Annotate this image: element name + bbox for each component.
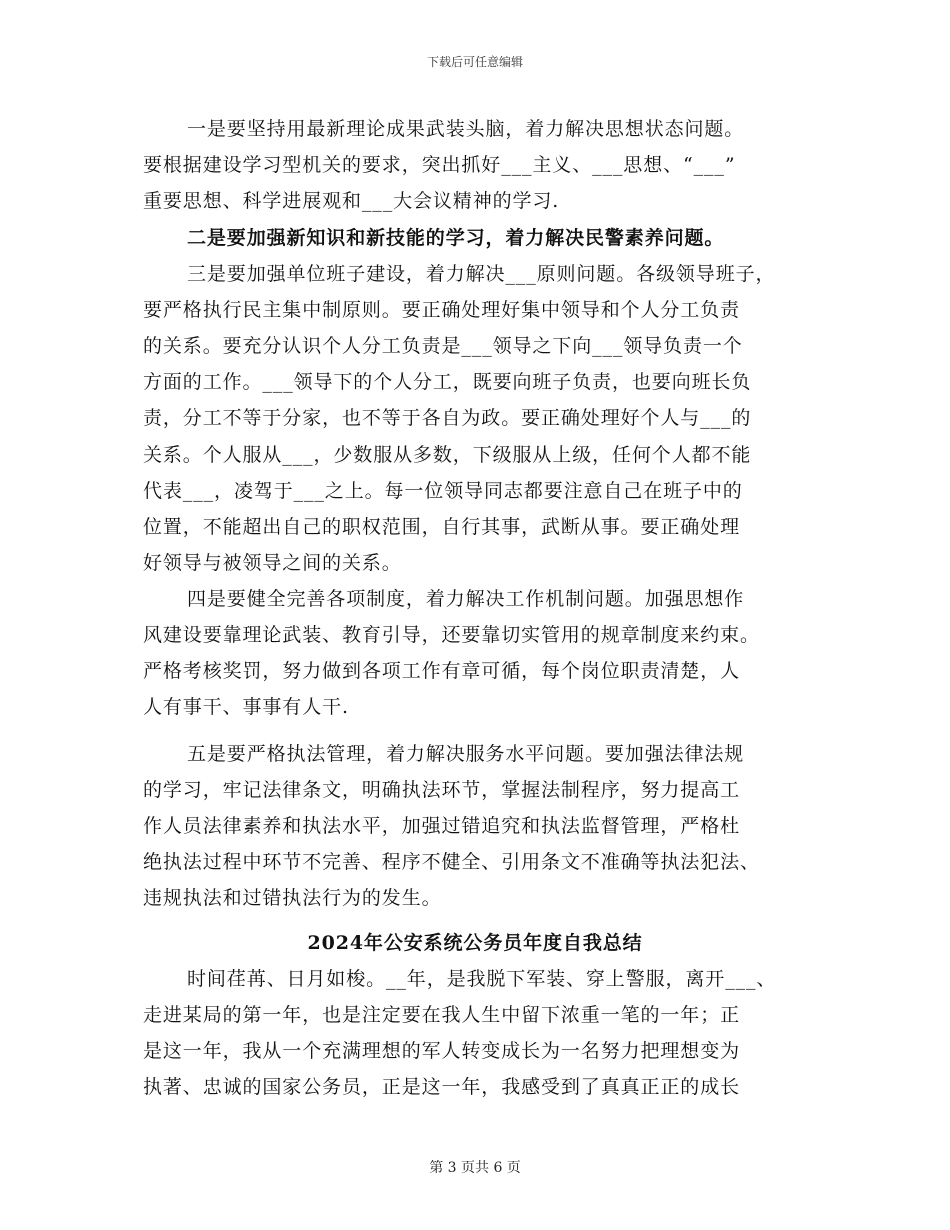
paragraph-line: 绝执法过程中环节不完善、程序不健全、引用条文不准确等执法犯法、 — [143, 851, 760, 873]
paragraph-line: 人有事干、事事有人干. — [143, 696, 349, 718]
paragraph-line: 是这一年，我从一个充满理想的军人转变成长为一名努力把理想变为 — [143, 1040, 741, 1062]
paragraph-line: 要根据建设学习型机关的要求，突出抓好___主义、___思想、“___” — [143, 154, 736, 176]
section-title: 2024年公安系统公务员年度自我总结 — [307, 932, 643, 954]
page-header: 下载后可任意编辑 — [426, 55, 523, 69]
paragraph-line: 关系。个人服从___，少数服从多数，下级服从上级，任何个人都不能 — [143, 444, 752, 466]
paragraph-line: 重要思想、科学进展观和___大会议精神的学习. — [143, 190, 560, 212]
paragraph-line: 走进某局的第一年，也是注定要在我人生中留下浓重一笔的一年；正 — [143, 1004, 741, 1026]
paragraph-line: 的学习，牢记法律条文，明确执法环节，掌握法制程序，努力提高工 — [143, 779, 741, 801]
paragraph-line: 一是要坚持用最新理论成果武装头脑，着力解决思想状态问题。 — [187, 118, 745, 140]
paragraph-line: 时间荏苒、日月如梭。__年，是我脱下军装、穿上警服，离开___、 — [187, 968, 777, 990]
paragraph-line: 好领导与被领导之间的关系。 — [143, 552, 402, 574]
paragraph-line: 三是要加强单位班子建设，着力解决___原则问题。各级领导班子， — [187, 263, 776, 285]
paragraph-line: 四是要健全完善各项制度，着力解决工作机制问题。加强思想作 — [187, 588, 745, 610]
paragraph-line: 风建设要靠理论武装、教育引导，还要靠切实管用的规章制度来约束。 — [143, 624, 760, 646]
paragraph-line: 的关系。要充分认识个人分工负责是___领导之下向___领导负责一个 — [143, 335, 743, 357]
paragraph-line: 代表___，凌驾于___之上。每一位领导同志都要注意自己在班子中的 — [143, 480, 743, 502]
paragraph-line: 五是要严格执法管理，着力解决服务水平问题。要加强法律法规 — [187, 743, 745, 765]
paragraph-line: 严格考核奖罚，努力做到各项工作有章可循，每个岗位职责清楚，人 — [143, 660, 741, 682]
page-footer: 第 3 页共 6 页 — [429, 1160, 521, 1176]
bold-heading-line: 二是要加强新知识和新技能的学习，着力解决民警素养问题。 — [187, 227, 725, 249]
paragraph-line: 违规执法和过错执法行为的发生。 — [143, 887, 442, 909]
paragraph-line: 责，分工不等于分家，也不等于各自为政。要正确处理好个人与___的 — [143, 407, 752, 429]
paragraph-line: 位置，不能超出自己的职权范围，自行其事，武断从事。要正确处理 — [143, 516, 741, 538]
paragraph-line: 作人员法律素养和执法水平，加强过错追究和执法监督管理，严格杜 — [143, 815, 741, 837]
paragraph-line: 方面的工作。___领导下的个人分工，既要向班子负责，也要向班长负 — [143, 371, 752, 393]
paragraph-line: 执著、忠诚的国家公务员，正是这一年，我感受到了真真正正的成长 — [143, 1076, 741, 1098]
paragraph-line: 要严格执行民主集中制原则。要正确处理好集中领导和个人分工负责 — [143, 299, 741, 321]
